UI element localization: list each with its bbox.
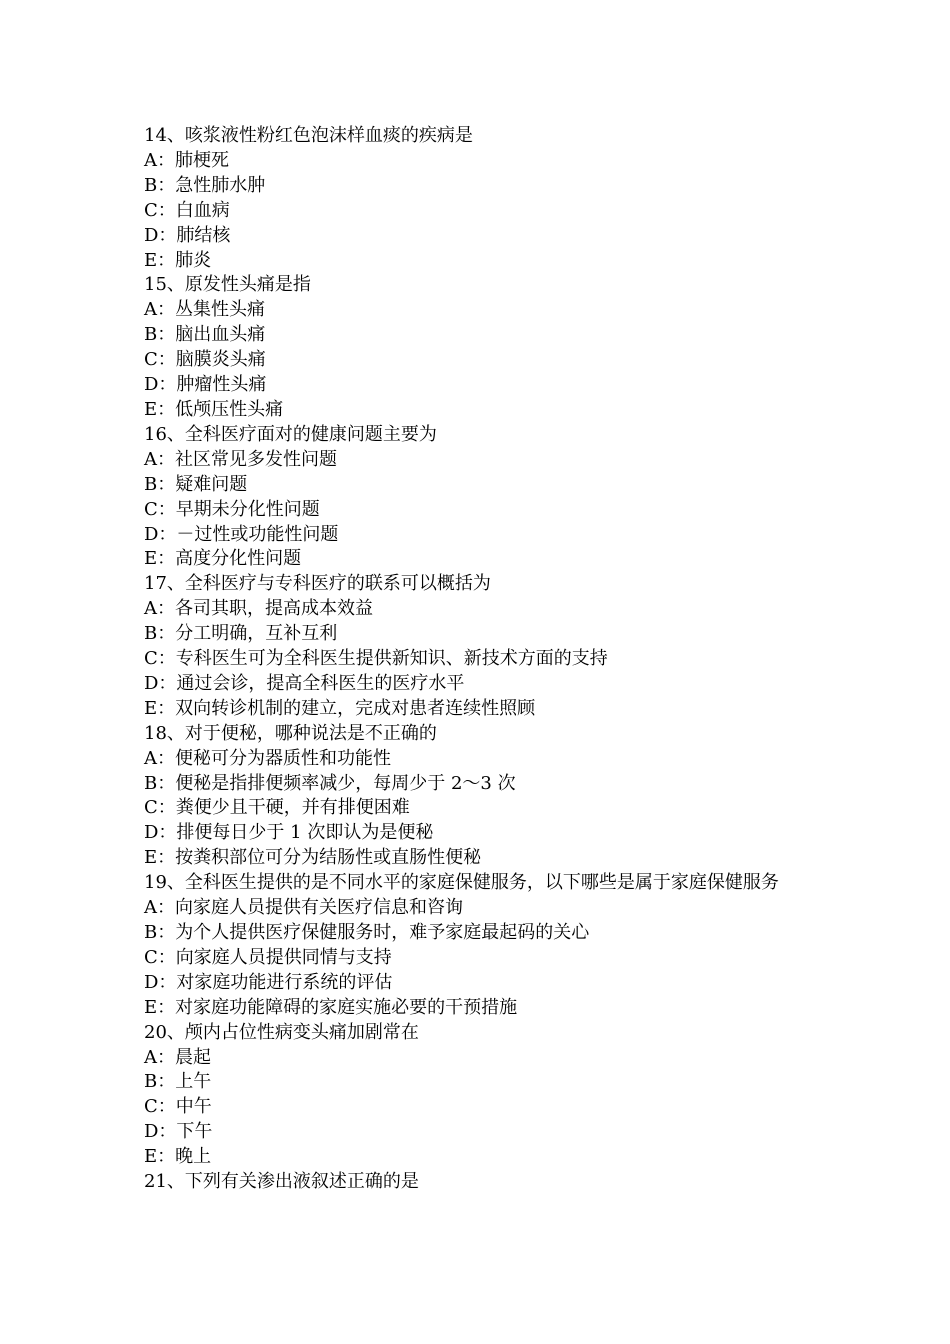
question-21 <box>144 1170 814 1195</box>
question-stem: 16、全科医疗面对的健康问题主要为 <box>144 423 437 445</box>
question-16 <box>144 423 814 572</box>
option-c: C：专科医生可为全科医生提供新知识、新技术方面的支持 <box>144 648 608 670</box>
option-c: C：早期未分化性问题 <box>144 498 320 520</box>
question-stem: 20、颅内占位性病变头痛加剧常在 <box>144 1021 419 1043</box>
question-14 <box>144 124 814 273</box>
question-stem: 17、全科医疗与专科医疗的联系可以概括为 <box>144 573 491 595</box>
option-a: A：晨起 <box>144 1046 211 1068</box>
option-e: E：双向转诊机制的建立，完成对患者连续性照顾 <box>144 697 536 719</box>
option-b: B：疑难问题 <box>144 473 248 495</box>
option-a: A：丛集性头痛 <box>144 299 265 321</box>
question-stem: 19、全科医生提供的是不同水平的家庭保健服务，以下哪些是属于家庭保健服务 <box>144 872 779 894</box>
option-e: E：按粪积部位可分为结肠性或直肠性便秘 <box>144 847 482 869</box>
option-e: E：低颅压性头痛 <box>144 398 284 420</box>
option-a: A：向家庭人员提供有关医疗信息和咨询 <box>144 897 463 919</box>
option-b: B：为个人提供医疗保健服务时，难予家庭最起码的关心 <box>144 922 590 943</box>
question-19 <box>144 871 814 1020</box>
option-e: E：肺炎 <box>144 249 212 271</box>
option-a: A：社区常见多发性问题 <box>144 448 337 470</box>
option-e: E：对家庭功能障碍的家庭实施必要的干预措施 <box>144 996 518 1018</box>
option-d: D：肿瘤性头痛 <box>144 374 267 396</box>
option-e: E：晚上 <box>144 1146 212 1168</box>
option-b: B：分工明确，互补互利 <box>144 623 338 645</box>
option-b: B：脑出血头痛 <box>144 324 266 346</box>
option-c: C：粪便少且干硬，并有排便困难 <box>144 797 410 819</box>
option-a: A：各司其职，提高成本效益 <box>144 598 373 620</box>
option-b: B：便秘是指排便频率减少，每周少于 2～3 次 <box>144 772 516 794</box>
option-c: C：脑膜炎头痛 <box>144 349 266 371</box>
option-d: D：排便每日少于 1 次即认为是便秘 <box>144 822 434 844</box>
option-a: A：肺梗死 <box>144 149 229 171</box>
option-d: D：－过性或功能性问题 <box>144 523 339 545</box>
question-stem: 21、下列有关渗出液叙述正确的是 <box>144 1171 419 1193</box>
question-20 <box>144 1021 814 1170</box>
question-17 <box>144 572 814 721</box>
question-18 <box>144 722 814 871</box>
option-d: D：肺结核 <box>144 224 231 246</box>
option-d: D：对家庭功能进行系统的评估 <box>144 971 393 993</box>
question-stem: 18、对于便秘，哪种说法是不正确的 <box>144 722 437 744</box>
option-d: D：通过会诊，提高全科医生的医疗水平 <box>144 672 465 694</box>
question-stem: 14、咳浆液性粉红色泡沫样血痰的疾病是 <box>144 125 473 146</box>
option-c: C：中午 <box>144 1096 212 1118</box>
option-b: B：上午 <box>144 1071 212 1093</box>
question-stem: 15、原发性头痛是指 <box>144 274 311 296</box>
question-15 <box>144 273 814 422</box>
option-c: C：白血病 <box>144 199 230 221</box>
option-c: C：向家庭人员提供同情与支持 <box>144 946 392 968</box>
option-e: E：高度分化性问题 <box>144 548 302 570</box>
option-d: D：下午 <box>144 1121 213 1143</box>
question-list <box>144 124 814 1195</box>
option-a: A：便秘可分为器质性和功能性 <box>144 747 391 769</box>
option-b: B：急性肺水肿 <box>144 174 266 196</box>
